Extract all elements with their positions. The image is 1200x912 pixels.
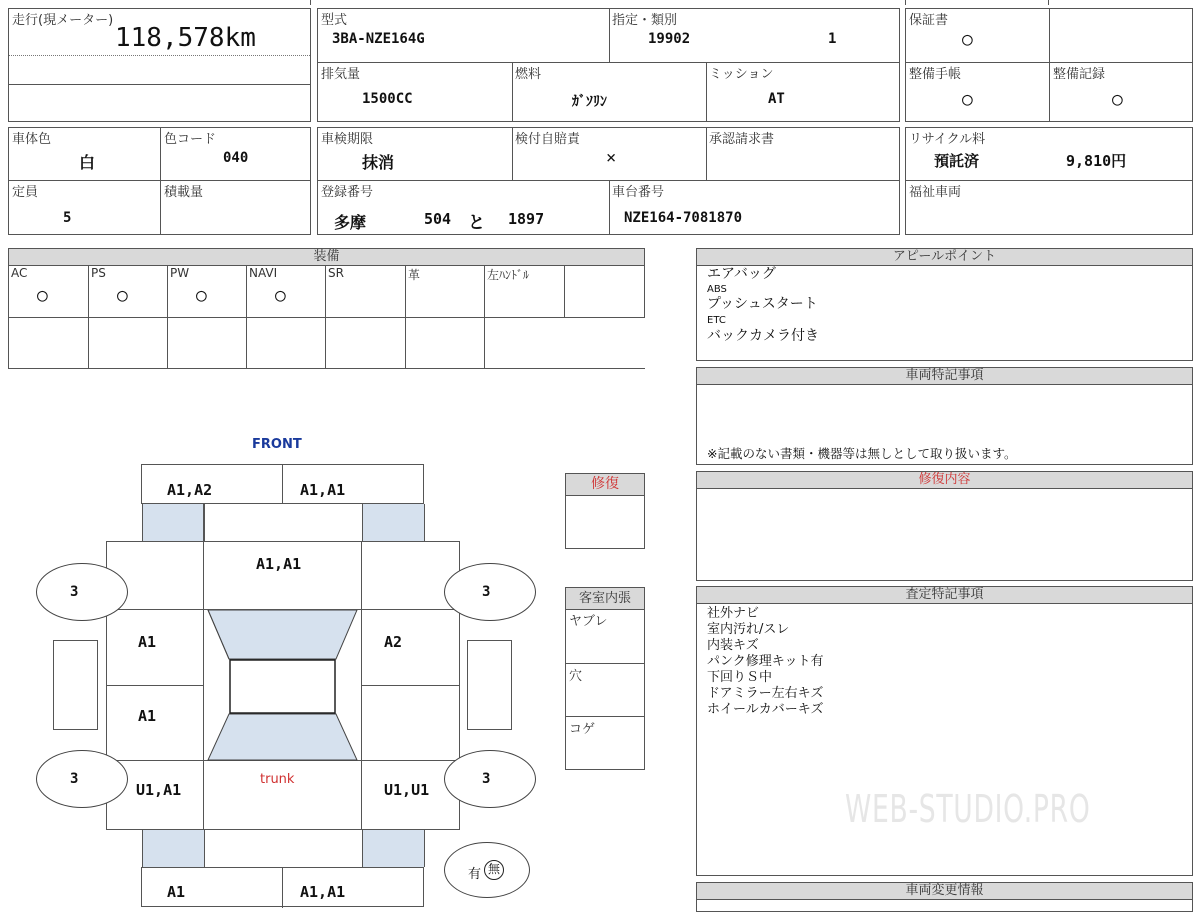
mission-value: AT (768, 91, 785, 107)
taillight-left (142, 830, 205, 867)
vehicle-change-title: 車両変更情報 (697, 883, 1192, 900)
warranty-label: 保証書 (909, 13, 949, 28)
assessment-title: 査定特記事項 (697, 587, 1192, 604)
appeal-box (696, 248, 1193, 361)
headlight-left (142, 504, 205, 541)
equip-ac-label: AC (11, 266, 28, 280)
designation-class: 1 (828, 31, 837, 47)
recycle-block (905, 127, 1193, 235)
spare-have: 有 (468, 867, 482, 882)
special-notes-title: 車両特記事項 (697, 368, 1192, 385)
tire-front-left (36, 563, 128, 621)
maintenance-record-value: ○ (1112, 89, 1123, 110)
appeal-line: バックカメラ付き (707, 328, 819, 344)
mileage-box (8, 8, 311, 122)
color-block (8, 127, 311, 235)
appeal-line: エアバッグ (707, 266, 776, 282)
body-color-value: 白 (79, 153, 96, 172)
maintenance-book-value: ○ (962, 89, 973, 110)
fuel-label: 燃料 (515, 67, 542, 82)
left-rear-quarter-damage: U1,A1 (136, 781, 182, 799)
displacement-value: 1500CC (362, 91, 413, 107)
inspection-expiry-value: 抹消 (362, 153, 395, 172)
equipment-title: 装備 (9, 249, 644, 266)
registration-label: 登録番号 (321, 185, 374, 200)
equipment-table (8, 248, 645, 369)
tire-rr-value: 3 (482, 771, 491, 787)
left-front-door-damage: A1 (138, 633, 157, 651)
mission-label: ミッション (709, 67, 774, 82)
right-side-step (467, 640, 512, 730)
tire-fr-value: 3 (482, 584, 491, 600)
warranty-block (905, 8, 1193, 122)
assessment-line: 内装キズ (707, 638, 759, 653)
equip-ac-value: ○ (37, 285, 48, 306)
registration-class: 504 (424, 210, 452, 228)
registration-area: 多摩 (334, 213, 367, 232)
maintenance-book-label: 整備手帳 (909, 67, 962, 82)
front-left-damage: A1,A2 (167, 481, 213, 499)
recycle-status: 預託済 (934, 152, 980, 170)
equip-pw-label: PW (170, 266, 190, 280)
tire-rl-value: 3 (70, 771, 79, 787)
inspection-block (317, 127, 900, 235)
registration-kana: と (468, 213, 485, 233)
taillight-right (362, 830, 425, 867)
interior-title: 客室内張 (566, 588, 644, 610)
repair-box-title: 修復 (566, 474, 644, 496)
inspection-expiry-label: 車検期限 (321, 132, 374, 147)
assessment-line: パンク修理キット有 (707, 654, 824, 669)
front-right-damage: A1,A1 (300, 481, 346, 499)
model-value: 3BA-NZE164G (332, 31, 425, 47)
appeal-title: アピールポイント (697, 249, 1192, 266)
rear-right-damage: A1,A1 (300, 883, 346, 901)
welfare-label: 福祉車両 (909, 185, 962, 200)
equip-navi-value: ○ (275, 285, 286, 306)
model-block (317, 8, 900, 122)
capacity-label: 定員 (12, 185, 39, 200)
front-label: FRONT (252, 437, 302, 452)
assessment-line: 室内汚れ/スレ (707, 622, 790, 637)
appeal-line: プッシュスタート (707, 296, 818, 312)
interior-item: 穴 (569, 669, 583, 684)
watermark: WEB-STUDIO.PRO (845, 787, 1091, 831)
tire-rear-left (36, 750, 128, 808)
designation-label: 指定・類別 (612, 13, 678, 28)
equip-pw-value: ○ (196, 285, 207, 306)
top-stub (905, 0, 906, 5)
hood-damage: A1,A1 (256, 555, 302, 573)
assessment-line: 社外ナビ (707, 606, 760, 621)
registration-number: 1897 (508, 210, 545, 228)
repair-details-box (696, 471, 1193, 581)
vehicle-change-box (696, 882, 1193, 912)
headlight-right (362, 504, 425, 541)
assessment-line: 下回りＳ中 (707, 670, 773, 685)
rear-left-damage: A1 (167, 883, 186, 901)
right-front-door-damage: A2 (384, 633, 403, 651)
mileage-value: 118,578km (115, 23, 256, 53)
assessment-line: ホイールカバーキズ (707, 702, 824, 717)
car-diagram (0, 430, 560, 900)
model-label: 型式 (321, 13, 348, 28)
left-side-step (53, 640, 98, 730)
chassis-value: NZE164-7081870 (624, 210, 743, 226)
assessment-line: ドアミラー左右キズ (707, 686, 824, 701)
fuel-value: ｶﾞｿﾘﾝ (572, 94, 607, 110)
color-code-value: 040 (223, 150, 249, 166)
color-code-label: 色コード (164, 132, 217, 147)
trunk-label: trunk (260, 772, 295, 787)
left-rear-door-damage: A1 (138, 707, 157, 725)
right-rear-quarter-damage: U1,U1 (384, 781, 430, 799)
assessment-box (696, 586, 1193, 876)
tire-fl-value: 3 (70, 584, 79, 600)
appeal-line: ETC (707, 315, 726, 326)
capacity-value: 5 (63, 210, 72, 226)
equip-leather-label: 革 (408, 268, 421, 282)
equip-lhd-label: 左ﾊﾝﾄﾞﾙ (487, 268, 530, 282)
recycle-amount: 9,810円 (1066, 152, 1127, 170)
approval-request-label: 承認請求書 (709, 132, 775, 147)
displacement-label: 排気量 (321, 67, 361, 82)
special-notes-disclaimer: ※記載のない書類・機器等は無しとして取り扱います。 (707, 446, 1017, 461)
insurance-label: 検付自賠責 (515, 132, 581, 147)
body-color-label: 車体色 (12, 132, 52, 147)
cabin-outline (204, 610, 361, 761)
interior-box (565, 587, 645, 770)
insurance-value: × (606, 148, 617, 168)
designation-number: 19902 (648, 31, 691, 47)
appeal-line: ABS (707, 284, 727, 295)
load-label: 積載量 (164, 185, 204, 200)
top-stub (310, 0, 311, 5)
equip-ps-label: PS (91, 266, 106, 280)
equip-navi-label: NAVI (249, 266, 278, 280)
maintenance-record-label: 整備記録 (1053, 67, 1106, 82)
warranty-value: ○ (962, 29, 973, 50)
equip-sr-label: SR (328, 266, 344, 280)
chassis-label: 車台番号 (612, 185, 665, 200)
repair-details-title: 修復内容 (697, 472, 1192, 489)
mileage-label: 走行(現メーター) (12, 13, 114, 28)
top-stub (1048, 0, 1049, 5)
interior-item: コゲ (569, 722, 596, 737)
repair-box (565, 473, 645, 549)
spare-none: 無 (484, 860, 504, 880)
recycle-label: リサイクル料 (909, 132, 986, 147)
interior-item: ヤブレ (569, 614, 608, 629)
equip-ps-value: ○ (117, 285, 128, 306)
special-notes-box (696, 367, 1193, 465)
